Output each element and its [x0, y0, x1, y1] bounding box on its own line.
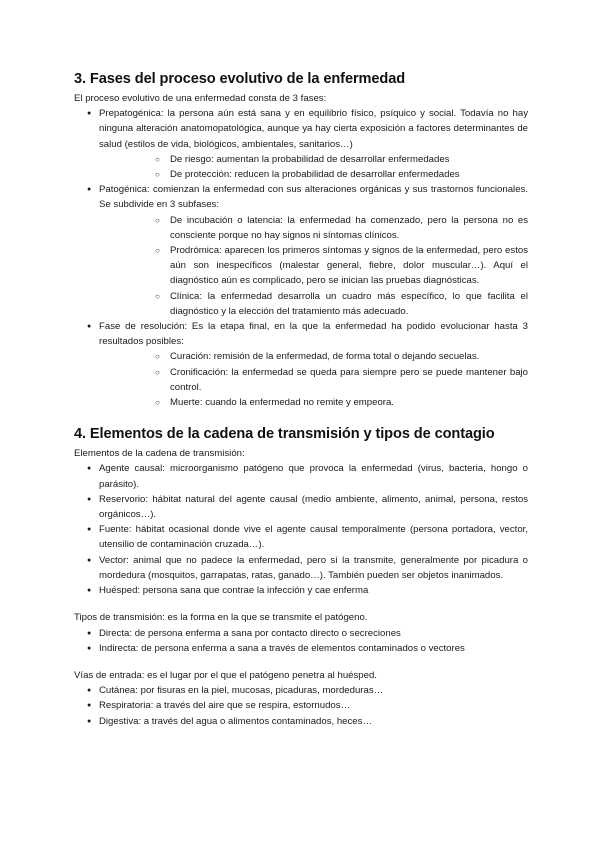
types-intro: Tipos de transmisión: es la forma en la que se transmite el patógeno.	[74, 612, 368, 624]
list-item: ● Directa: de persona enferma a sana por contacto directo o secreciones	[74, 626, 528, 641]
list-item: ○ Curación: remisión de la enfermedad, de forma total o dejando secuelas.	[99, 349, 528, 364]
list-item: ○ Cronificación: la enfermedad se queda para siempre pero se puede mantener bajo control.	[99, 365, 528, 395]
entry-intro: Vías de entrada: es el lugar por el que el patógeno penetra al huésped.	[74, 669, 377, 681]
prepatogenica-sublist	[124, 152, 528, 182]
phase-patogenica: Patogénica: comienzan la enfermedad con sus alteraciones orgánicas y sus trastornos funcionales. Se subdivide en 3 subfases:	[99, 184, 528, 211]
list-item: ● Respiratoria: a través del aire que se respira, estornudos…	[74, 698, 528, 713]
list-item: ● Cutánea: por fisuras en la piel, mucosas, picaduras, mordeduras…	[74, 683, 528, 698]
list-item	[74, 106, 528, 182]
section-4-title: 4. Elementos de la cadena de transmisión y tipos de contagio	[74, 426, 495, 443]
entry-list	[74, 683, 528, 729]
patogenica-sublist	[124, 213, 528, 319]
list-item: ○ De riesgo: aumentan la probabilidad de desarrollar enfermedades	[99, 152, 528, 167]
list-item: ● Vector: animal que no padece la enfermedad, pero sí la transmite, generalmente por picadura o mordedura (mosquitos, garrapatas, ratas, ganado…). También pueden ser objetos inanimados.	[74, 553, 528, 583]
list-item: ● Reservorio: hábitat natural del agente causal (medio ambiente, alimento, animal, persona, restos orgánicos…).	[74, 492, 528, 522]
document-page	[74, 70, 528, 729]
list-item: ● Agente causal: microorganismo patógeno que provoca la enfermedad (virus, bacteria, hongo o parásito).	[74, 461, 528, 491]
types-list	[74, 626, 528, 656]
phase-prepatogenica: Prepatogénica: la persona aún está sana y en equilibrio físico, psíquico y social. Todavía no hay ninguna alteración anatomopatológica, aunque ya hay cierta exposición a factores determinantes de salud (estilos de vida, biológicos, ambientales, sanitarios…)	[99, 108, 528, 150]
section-3-intro: El proceso evolutivo de una enfermedad consta de 3 fases:	[74, 93, 327, 104]
section-3-title: 3. Fases del proceso evolutivo de la enfermedad	[74, 71, 406, 87]
list-item: ○ Prodrómica: aparecen los primeros síntomas y signos de la enfermedad, pero estos aún son inespecíficos (malestar general, fiebre, dolor muscular…). Aquí el diagnóstico aún es complicado, pero se inician las pruebas diagnósticas.	[99, 243, 528, 289]
list-item: ● Fuente: hábitat ocasional donde vive el agente causal temporalmente (persona portadora, vector, utensilio de contaminación cruzada…).	[74, 522, 528, 552]
chain-intro: Elementos de la cadena de transmisión:	[74, 448, 245, 460]
list-item	[74, 182, 528, 319]
list-item: ● Indirecta: de persona enferma a sana a través de elementos contaminados o vectores	[74, 641, 528, 656]
list-item: ○ De protección: reducen la probabilidad de desarrollar enfermedades	[99, 167, 528, 182]
list-item: ● Huésped: persona sana que contrae la infección y cae enferma	[74, 583, 528, 598]
list-item	[74, 319, 528, 410]
list-item: ○ Clínica: la enfermedad desarrolla un cuadro más específico, lo que facilita el diagnóstico y la elección del tratamiento más adecuado.	[99, 289, 528, 319]
phase-resolucion: Fase de resolución: Es la etapa final, en la que la enfermedad ha podido evolucionar hasta 3 resultados posibles:	[99, 321, 528, 348]
list-item: ○ De incubación o latencia: la enfermedad ha comenzado, pero la persona no es consciente porque no hay signos ni síntomas clínicos.	[99, 213, 528, 243]
resolucion-sublist	[124, 349, 528, 410]
phases-list	[74, 106, 528, 410]
list-item: ● Digestiva: a través del agua o alimentos contaminados, heces…	[74, 714, 528, 729]
chain-list	[74, 461, 528, 598]
list-item: ○ Muerte: cuando la enfermedad no remite y empeora.	[99, 395, 528, 410]
